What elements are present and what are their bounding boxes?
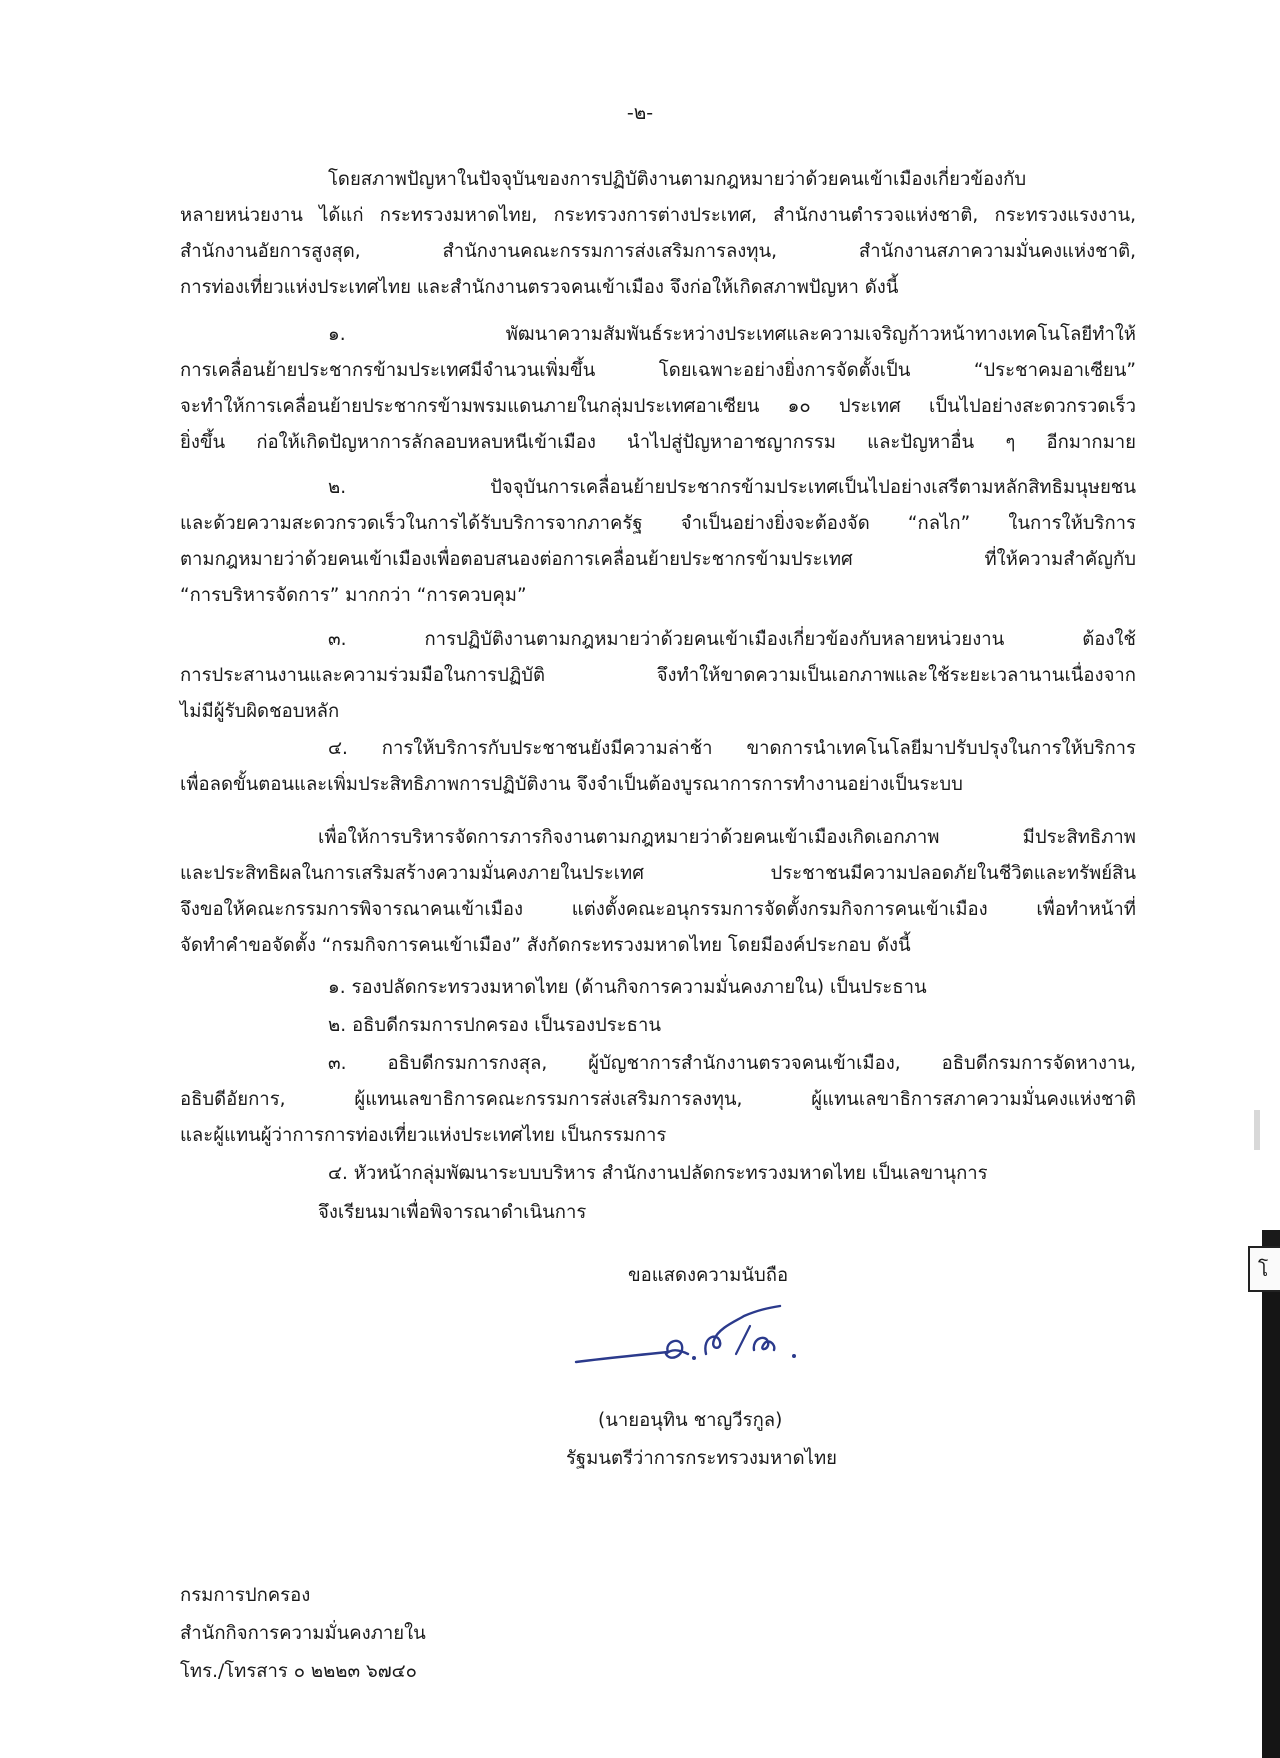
proposal-line: และประสิทธิผลในการเสริมสร้างความมั่นคงภายในประเทศ ประชาชนมีความปลอดภัยในชีวิตและทรัพย์สิน <box>180 863 1136 884</box>
regards: ขอแสดงความนับถือ <box>628 1265 789 1286</box>
closing-sentence: จึงเรียนมาเพื่อพิจารณาดำเนินการ <box>318 1202 587 1223</box>
member-line: ๓. อธิบดีกรมการกงสุล, ผู้บัญชาการสำนักงานตรวจคนเข้าเมือง, อธิบดีกรมการจัดหางาน, <box>328 1053 1136 1074</box>
problem-line: จะทำให้การเคลื่อนย้ายประชากรข้ามพรมแดนภายในกลุ่มประเทศอาเซียน ๑๐ ประเทศ เป็นไปอย่างสะดวกรวดเร็ว <box>180 396 1136 417</box>
member-line: อธิบดีอัยการ, ผู้แทนเลขาธิการคณะกรรมการส่งเสริมการลงทุน, ผู้แทนเลขาธิการสภาความมั่นคงแห่งชาติ <box>180 1089 1136 1110</box>
problem-line: เพื่อลดขั้นตอนและเพิ่มประสิทธิภาพการปฏิบัติงาน จึงจำเป็นต้องบูรณาการการทำงานอย่างเป็นระบบ <box>180 774 963 795</box>
signer-title: รัฐมนตรีว่าการกระทรวงมหาดไทย <box>566 1448 837 1469</box>
proposal-line: จัดทำคำขอจัดตั้ง “กรมกิจการคนเข้าเมือง” สังกัดกระทรวงมหาดไทย โดยมีองค์ประกอบ ดังนี้ <box>180 935 911 956</box>
signer-name: (นายอนุทิน ชาญวีรกูล) <box>598 1410 783 1431</box>
problem-line: ๓. การปฏิบัติงานตามกฎหมายว่าด้วยคนเข้าเมืองเกี่ยวข้องกับหลายหน่วยงาน ต้องใช้ <box>328 629 1136 650</box>
handwritten-signature <box>568 1288 808 1380</box>
footer-department: กรมการปกครอง <box>180 1585 311 1606</box>
intro-line: หลายหน่วยงาน ได้แก่ กระทรวงมหาดไทย, กระทรวงการต่างประเทศ, สำนักงานตำรวจแห่งชาติ, กระทรวงแรงงาน, <box>180 205 1136 226</box>
problem-line: การเคลื่อนย้ายประชากรข้ามประเทศมีจำนวนเพิ่มขึ้น โดยเฉพาะอย่างยิ่งการจัดตั้งเป็น “ประชาคมอาเซียน” <box>180 360 1136 381</box>
scan-edge-strip <box>1262 1292 1280 1758</box>
member-line: ๒. อธิบดีกรมการปกครอง เป็นรองประธาน <box>328 1015 661 1036</box>
problem-line: ๑. พัฒนาความสัมพันธ์ระหว่างประเทศและความเจริญก้าวหน้าทางเทคโนโลยีทำให้ <box>328 324 1136 345</box>
intro-line: การท่องเที่ยวแห่งประเทศไทย และสำนักงานตรวจคนเข้าเมือง จึงก่อให้เกิดสภาพปัญหา ดังนี้ <box>180 277 899 298</box>
problem-line: ยิ่งขึ้น ก่อให้เกิดปัญหาการลักลอบหลบหนีเข้าเมือง นำไปสู่ปัญหาอาชญากรรม และปัญหาอื่น ๆ อีกมากมาย <box>180 432 1136 453</box>
member-line: ๔. หัวหน้ากลุ่มพัฒนาระบบบริหาร สำนักงานปลัดกระทรวงมหาดไทย เป็นเลขานุการ <box>328 1163 988 1184</box>
problem-line: ๔. การให้บริการกับประชาชนยังมีความล่าช้า ขาดการนำเทคโนโลยีมาปรับปรุงในการให้บริการ <box>328 738 1136 759</box>
scan-edge-mark <box>1254 1110 1260 1150</box>
proposal-line: จึงขอให้คณะกรรมการพิจารณาคนเข้าเมือง แต่งตั้งคณะอนุกรรมการจัดตั้งกรมกิจการคนเข้าเมือง เพื่อทำหน้าที่ <box>180 899 1136 920</box>
member-line: ๑. รองปลัดกระทรวงมหาดไทย (ด้านกิจการความมั่นคงภายใน) เป็นประธาน <box>328 977 927 998</box>
intro-line: สำนักงานอัยการสูงสุด, สำนักงานคณะกรรมการส่งเสริมการลงทุน, สำนักงานสภาความมั่นคงแห่งชาติ, <box>180 241 1136 262</box>
member-line: และผู้แทนผู้ว่าการการท่องเที่ยวแห่งประเทศไทย เป็นกรรมการ <box>180 1125 667 1146</box>
edge-tab: โ <box>1248 1246 1280 1292</box>
scan-edge-strip <box>1262 1230 1280 1246</box>
proposal-line: เพื่อให้การบริหารจัดการภารกิจงานตามกฎหมายว่าด้วยคนเข้าเมืองเกิดเอกภาพ มีประสิทธิภาพ <box>318 827 1136 848</box>
problem-line: ตามกฎหมายว่าด้วยคนเข้าเมืองเพื่อตอบสนองต่อการเคลื่อนย้ายประชากรข้ามประเทศ ที่ให้ความสำคัญกับ <box>180 549 1136 570</box>
problem-line: และด้วยความสะดวกรวดเร็วในการได้รับบริการจากภาครัฐ จำเป็นอย่างยิ่งจะต้องจัด “กลไก” ในการให้บริการ <box>180 513 1136 534</box>
problem-line: ๒. ปัจจุบันการเคลื่อนย้ายประชากรข้ามประเทศเป็นไปอย่างเสรีตามหลักสิทธิมนุษยชน <box>328 477 1136 498</box>
footer-bureau: สำนักกิจการความมั่นคงภายใน <box>180 1623 426 1644</box>
intro-line: โดยสภาพปัญหาในปัจจุบันของการปฏิบัติงานตามกฎหมายว่าด้วยคนเข้าเมืองเกี่ยวข้องกับ <box>328 169 1027 190</box>
problem-line: การประสานงานและความร่วมมือในการปฏิบัติ จึงทำให้ขาดความเป็นเอกภาพและใช้ระยะเวลานานเนื่องจาก <box>180 665 1136 686</box>
page-number: -๒- <box>626 102 654 124</box>
problem-line: “การบริหารจัดการ” มากกว่า “การควบคุม” <box>180 585 527 606</box>
footer-contact: โทร./โทรสาร ๐ ๒๒๒๓ ๖๗๔๐ <box>180 1661 417 1682</box>
problem-line: ไม่มีผู้รับผิดชอบหลัก <box>180 701 340 722</box>
